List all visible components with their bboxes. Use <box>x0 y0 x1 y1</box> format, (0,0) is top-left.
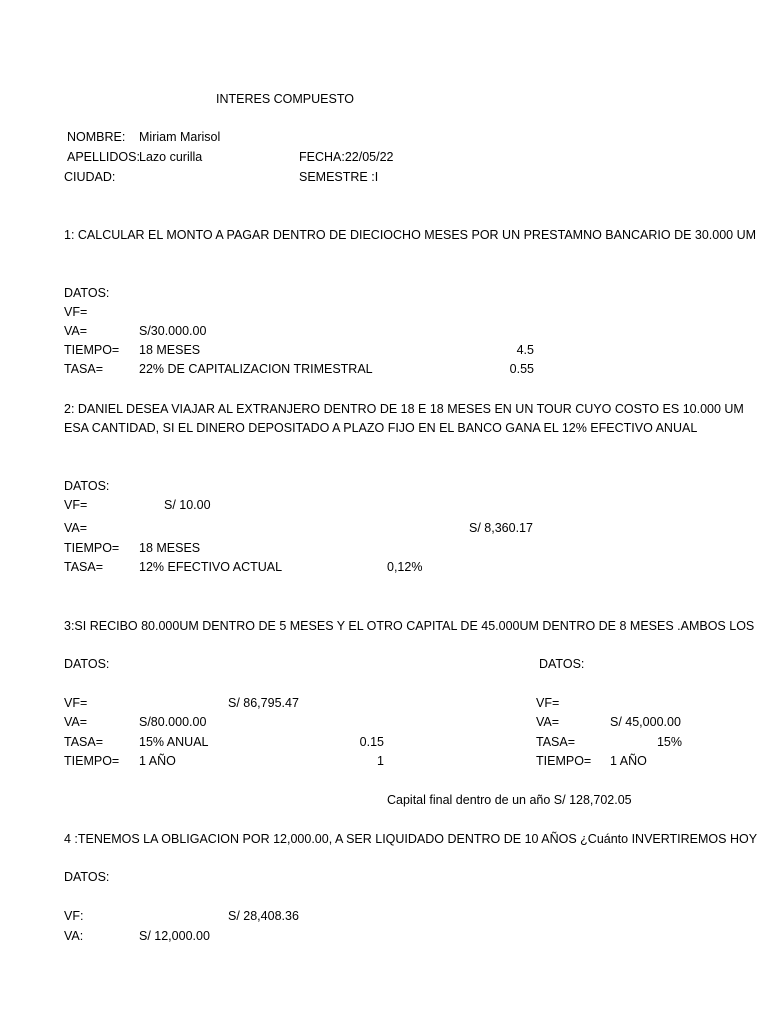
p2-vf-label: VF= <box>64 498 88 512</box>
p2-question-line2: ESA CANTIDAD, SI EL DINERO DEPOSITADO A PLAZO FIJO EN EL BANCO GANA EL 12% EFECTIVO ANUAL <box>64 421 698 435</box>
p2-tiempo-value: 18 MESES <box>139 541 201 555</box>
fecha-text: FECHA:22/05/22 <box>299 150 394 164</box>
p3-right-datos-label: DATOS: <box>539 657 585 671</box>
p4-vf-label: VF: <box>64 909 84 923</box>
p2-vf-value: S/ 10.00 <box>164 498 211 512</box>
p4-question: 4 :TENEMOS LA OBLIGACION POR 12,000.00, A SER LIQUIDADO DENTRO DE 10 AÑOS ¿Cuánto INVERTIREMOS HOY <box>64 832 758 846</box>
p2-question-line1: 2: DANIEL DESEA VIAJAR AL EXTRANJERO DENTRO DE 18 E 18 MESES EN UN TOUR CUYO COSTO ES 10.000 UM <box>64 402 744 416</box>
p1-va-value: S/30.000.00 <box>139 324 207 338</box>
p1-question: 1: CALCULAR EL MONTO A PAGAR DENTRO DE DIECIOCHO MESES POR UN PRESTAMNO BANCARIO DE 30.000 UM <box>64 228 757 242</box>
p1-tasa-value: 22% DE CAPITALIZACION TRIMESTRAL <box>139 362 373 376</box>
apellidos-value: Lazo curilla <box>139 150 203 164</box>
p3-right-tiempo-label: TIEMPO= <box>536 754 592 768</box>
p1-tiempo-calc: 4.5 <box>516 343 534 357</box>
p2-va-label: VA= <box>64 521 88 535</box>
p4-datos-label: DATOS: <box>64 870 110 884</box>
p3-left-tiempo-value: 1 AÑO <box>139 754 176 768</box>
p1-va-label: VA= <box>64 324 88 338</box>
p3-right-va-label: VA= <box>536 715 560 729</box>
p3-left-vf-value: S/ 86,795.47 <box>228 696 299 710</box>
p1-tiempo-value: 18 MESES <box>139 343 201 357</box>
p2-tasa-label: TASA= <box>64 560 104 574</box>
p3-left-tasa-value: 15% ANUAL <box>139 735 209 749</box>
p1-vf-label: VF= <box>64 305 88 319</box>
semestre-text: SEMESTRE :I <box>299 170 379 184</box>
p4-va-label: VA: <box>64 929 84 943</box>
p1-datos-label: DATOS: <box>64 286 110 300</box>
p3-left-vf-label: VF= <box>64 696 88 710</box>
p3-right-tasa-value: 15% <box>656 735 682 749</box>
p3-right-tiempo-value: 1 AÑO <box>610 754 647 768</box>
p1-tiempo-label: TIEMPO= <box>64 343 120 357</box>
p3-left-datos-label: DATOS: <box>64 657 110 671</box>
page-title: INTERES COMPUESTO <box>216 92 354 106</box>
p3-question: 3:SI RECIBO 80.000UM DENTRO DE 5 MESES Y EL OTRO CAPITAL DE 45.000UM DENTRO DE 8 MESES .AMBOS LOS <box>64 619 755 633</box>
p4-va-value: S/ 12,000.00 <box>139 929 210 943</box>
p1-tasa-label: TASA= <box>64 362 104 376</box>
p2-tasa-calc: 0,12% <box>387 560 423 574</box>
p3-right-vf-label: VF= <box>536 696 560 710</box>
nombre-value: Miriam Marisol <box>139 130 221 144</box>
nombre-label: NOMBRE: <box>67 130 126 144</box>
p2-datos-label: DATOS: <box>64 479 110 493</box>
p2-tasa-value: 12% EFECTIVO ACTUAL <box>139 560 283 574</box>
p3-left-tiempo-label: TIEMPO= <box>64 754 120 768</box>
p3-left-tiempo-calc: 1 <box>377 754 384 768</box>
p3-right-tasa-label: TASA= <box>536 735 576 749</box>
p3-left-va-label: VA= <box>64 715 88 729</box>
p3-left-tasa-label: TASA= <box>64 735 104 749</box>
p2-tiempo-label: TIEMPO= <box>64 541 120 555</box>
p3-right-va-value: S/ 45,000.00 <box>610 715 681 729</box>
p3-left-va-value: S/80.000.00 <box>139 715 207 729</box>
p1-tasa-calc: 0.55 <box>509 362 534 376</box>
ciudad-label: CIUDAD: <box>64 170 116 184</box>
p4-vf-value: S/ 28,408.36 <box>228 909 299 923</box>
apellidos-label: APELLIDOS: <box>67 150 140 164</box>
p2-va-result: S/ 8,360.17 <box>469 521 533 535</box>
p3-capital-final: Capital final dentro de un año S/ 128,702.05 <box>387 793 632 807</box>
p3-left-tasa-calc: 0.15 <box>359 735 384 749</box>
